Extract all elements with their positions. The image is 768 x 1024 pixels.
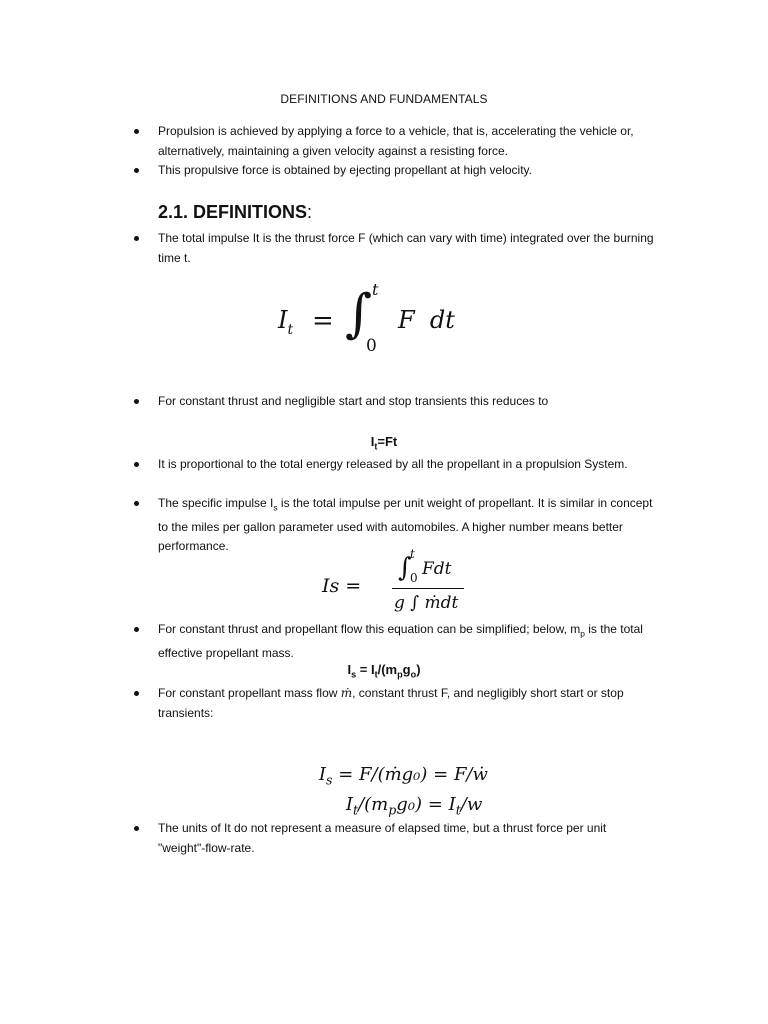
bullet-text: This propulsive force is obtained by ejecting propellant at high velocity. bbox=[158, 163, 532, 177]
eq1-lower-limit: 0 bbox=[366, 336, 377, 356]
eq3-numerator: Fdt bbox=[422, 559, 452, 579]
eq3-integral: ∫ bbox=[398, 553, 412, 583]
fraction-bar bbox=[392, 588, 464, 589]
eq1-equals: = bbox=[312, 306, 334, 336]
list-item bbox=[134, 122, 654, 161]
equation-mass-flow-line2: $I_t/(m_pg_0) = I_t/w$ bbox=[345, 794, 483, 818]
list-item bbox=[134, 161, 654, 181]
integral-sign: ∫ bbox=[345, 284, 373, 344]
list-item bbox=[134, 455, 654, 475]
bullet-dot bbox=[134, 399, 139, 404]
list-item bbox=[134, 819, 654, 858]
bullet-text: The specific impulse $I_s$ is the total impulse per unit weight of propellant. It is similar in concept to the miles per gallon parameter used with automobiles. A higher number means better performance. bbox=[158, 496, 653, 554]
equation-total-impulse bbox=[272, 280, 472, 356]
bullet-text: It is proportional to the total energy released by all the propellant in a propulsion System. bbox=[158, 457, 628, 471]
list-item bbox=[134, 684, 654, 723]
eq1-upper-limit: t bbox=[372, 280, 379, 299]
bullet-text: For constant thrust and propellant flow this equation can be simplified; below, $m_p$ is the total effective propellant mass. bbox=[158, 622, 643, 660]
bullet-dot bbox=[134, 627, 139, 632]
section-heading bbox=[158, 202, 312, 223]
section-heading-text: 2.1. DEFINITIONS bbox=[158, 202, 308, 222]
equation-mass-flow-line1: $I_s$ = F/(ṁg₀) = F/ẇ bbox=[318, 764, 488, 788]
eq3-lower-limit: 0 bbox=[410, 571, 418, 585]
bullet-dot bbox=[134, 129, 139, 134]
section-heading-colon: : bbox=[307, 202, 313, 222]
bullet-text: Propulsion is achieved by applying a force to a vehicle, that is, accelerating the vehicle or, alternatively, maintaining a given velocity against a resisting force. bbox=[158, 124, 634, 158]
equation-specific-impulse bbox=[318, 547, 488, 617]
bullet-dot bbox=[134, 462, 139, 467]
list-item bbox=[134, 494, 654, 557]
eq3-denominator: g ∫ ṁdt bbox=[394, 593, 459, 613]
bullet-text: The total impulse It is the thrust force F (which can vary with time) integrated over the burning time t. bbox=[158, 231, 654, 265]
equation-is-ratio: $I_s = I_t/(m_pg_o)$ bbox=[347, 662, 421, 680]
list-item bbox=[134, 229, 654, 268]
eq3-upper-limit: t bbox=[410, 547, 415, 561]
list-item bbox=[134, 620, 654, 663]
bullet-dot bbox=[134, 691, 139, 696]
eq3-lhs: Is = bbox=[322, 575, 362, 597]
page-title: DEFINITIONS AND FUNDAMENTALS bbox=[280, 92, 488, 106]
eq1-integrand: F dt bbox=[398, 306, 455, 334]
bullet-dot bbox=[134, 168, 139, 173]
bullet-text: For constant propellant mass flow ṁ, constant thrust F, and negligibly short start or stop transients: bbox=[158, 686, 624, 720]
bullet-dot bbox=[134, 236, 139, 241]
bullet-dot bbox=[134, 501, 139, 506]
equation-it-ft: $I_t=Ft$ bbox=[370, 434, 398, 452]
list-item bbox=[134, 392, 654, 412]
bullet-text: For constant thrust and negligible start and stop transients this reduces to bbox=[158, 394, 549, 408]
bullet-dot bbox=[134, 826, 139, 831]
bullet-text: The units of It do not represent a measure of elapsed time, but a thrust force per unit "weight"-flow-rate. bbox=[158, 821, 607, 855]
eq1-lhs: $I_t$ bbox=[278, 306, 294, 338]
